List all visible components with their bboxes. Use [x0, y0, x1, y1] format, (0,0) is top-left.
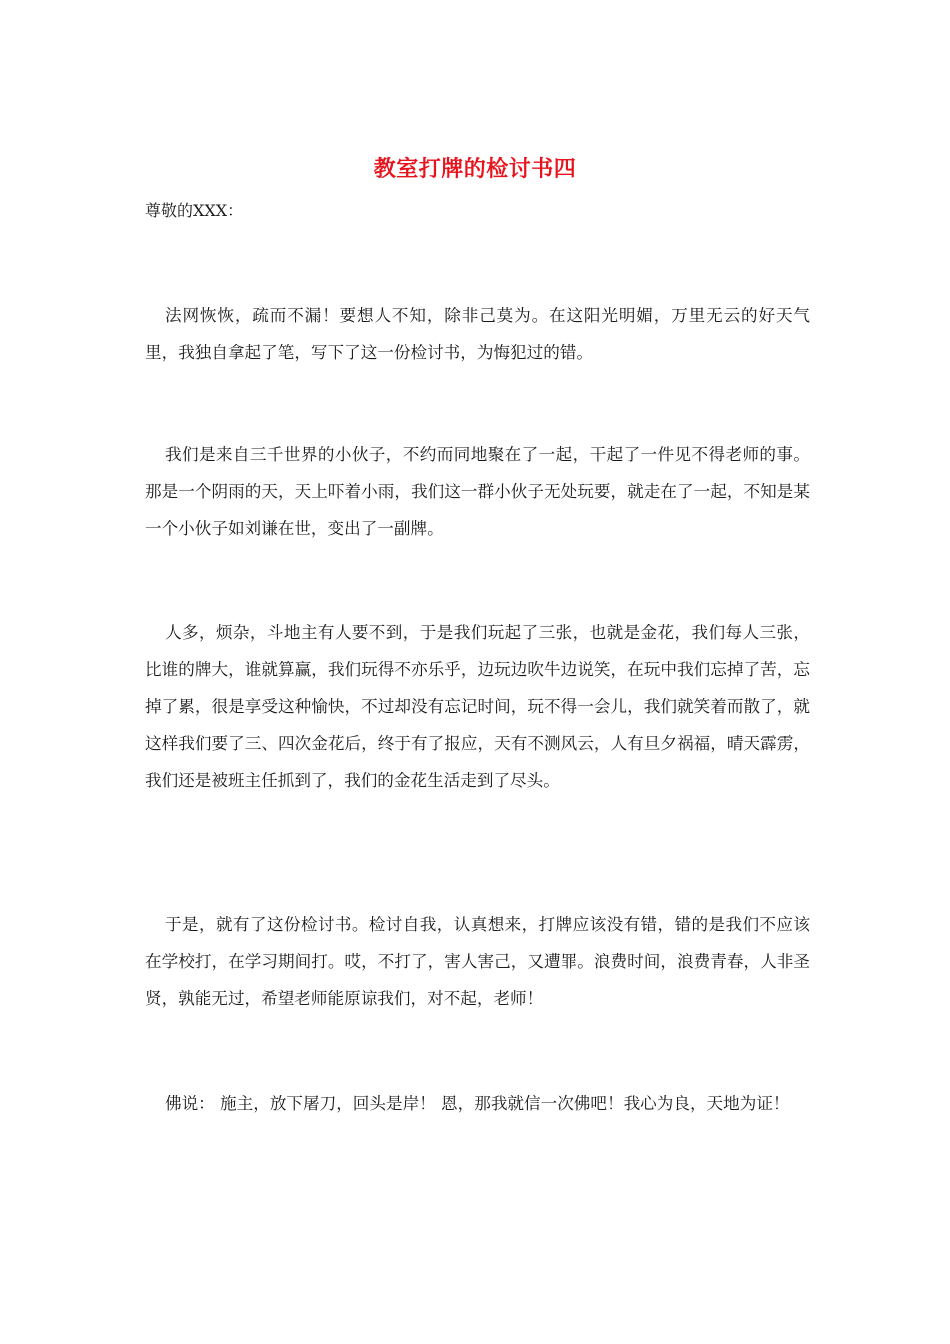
paragraph-5: 佛说： 施主，放下屠刀，回头是岸！ 恩，那我就信一次佛吧！我心为良，天地为证！: [165, 1094, 790, 1113]
document-title: 教室打牌的检讨书四: [373, 156, 577, 182]
salutation: 尊敬的XXX：: [145, 201, 244, 220]
paragraph-4: 于是，就有了这份检讨书。检讨自我，认真想来，打牌应该没有错，错的是我们不应该在学校打，在学习期间打。哎，不打了，害人害己，又遭罪。浪费时间，浪费青春，人非圣贤，孰能无过，希望老师能原谅我们，对不起，老师！: [145, 915, 810, 1008]
paragraph-3: 人多，烦杂，斗地主有人要不到，于是我们玩起了三张，也就是金花，我们每人三张，比谁的牌大，谁就算赢，我们玩得不亦乐乎，边玩边吹牛边说笑，在玩中我们忘掉了苦，忘掉了累，很是享受这种愉快，不过却没有忘记时间，玩不得一会儿，我们就笑着而散了，就这样我们要了三、四次金花后，终于有了报应，天有不测风云，人有旦夕祸福，晴天霹雳，我们还是被班主任抓到了，我们的金花生活走到了尽头。: [145, 623, 810, 790]
paragraph-2: 我们是来自三千世界的小伙子，不约而同地聚在了一起，干起了一件见不得老师的事。那是一个阴雨的天，天上吓着小雨，我们这一群小伙子无处玩要，就走在了一起，不知是某一个小伙子如刘谦在世，变出了一副牌。: [145, 445, 810, 538]
paragraph-1: 法网恢恢，疏而不漏！要想人不知，除非己莫为。在这阳光明媚，万里无云的好天气里，我独自拿起了笔，写下了这一份检讨书，为悔犯过的错。: [145, 306, 810, 362]
